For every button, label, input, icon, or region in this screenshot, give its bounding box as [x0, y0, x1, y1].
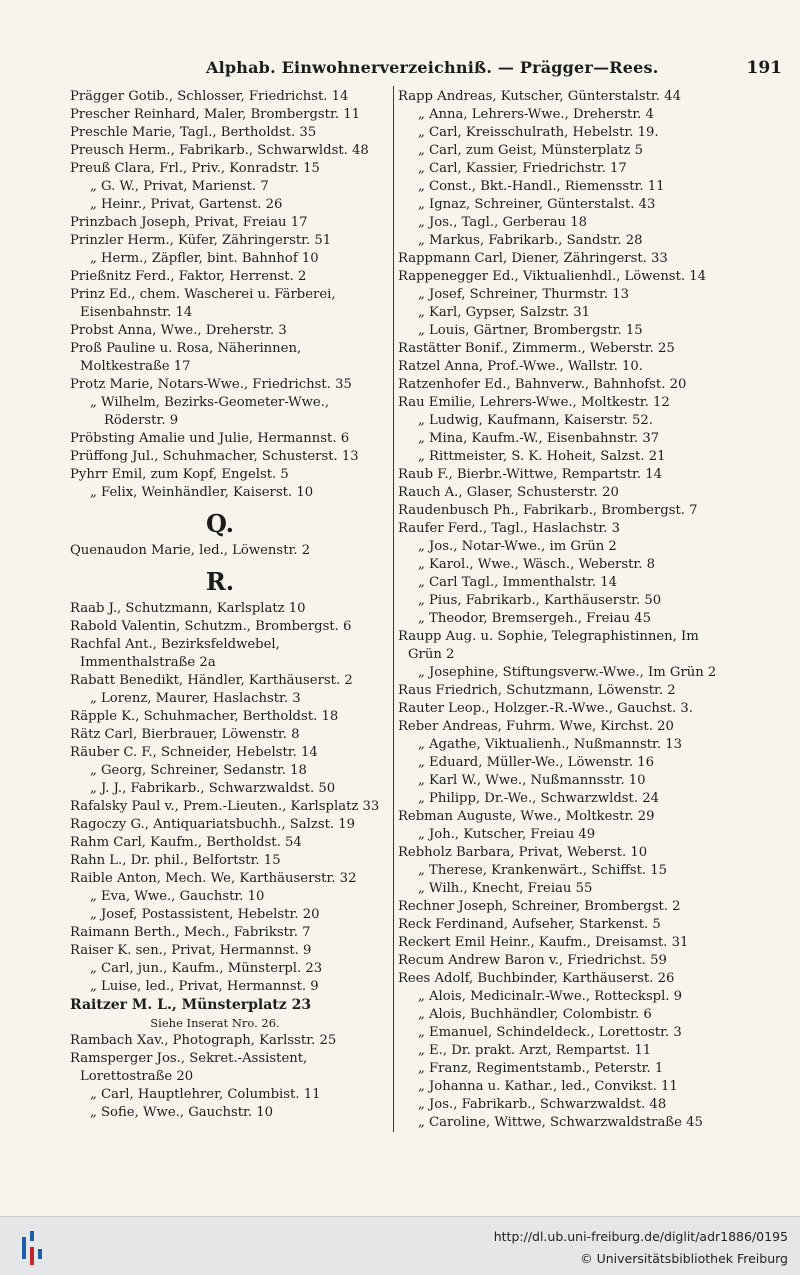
directory-subentry: „ Jos., Tagl., Gerberau 18: [418, 215, 587, 230]
directory-entry: Rappenegger Ed., Viktualienhdl., Löwenst. 14: [398, 269, 707, 284]
directory-entry: Raus Friedrich, Schutzmann, Löwenstr. 2: [398, 683, 676, 698]
directory-entry: Raufer Ferd., Tagl., Haslachstr. 3: [398, 521, 620, 536]
directory-subentry: „ Carl, zum Geist, Münsterplatz 5: [418, 143, 644, 158]
directory-entry: Probst Anna, Wwe., Dreherstr. 3: [70, 323, 287, 338]
directory-subentry: „ Mina, Kaufm.-W., Eisenbahnstr. 37: [418, 431, 660, 446]
directory-subentry: „ Alois, Buchhändler, Colombistr. 6: [418, 1007, 652, 1022]
directory-entry: Reckert Emil Heinr., Kaufm., Dreisamst. 31: [398, 935, 689, 950]
directory-entry: Rätz Carl, Bierbrauer, Löwenstr. 8: [70, 727, 300, 742]
directory-subentry: „ Wilh., Knecht, Freiau 55: [418, 881, 593, 896]
directory-subentry: „ J. J., Fabrikarb., Schwarzwaldst. 50: [90, 781, 336, 796]
directory-entry: Prinz Ed., chem. Wascherei u. Färberei, Eisenbahnstr. 14: [70, 287, 336, 320]
directory-entry: Rafalsky Paul v., Prem.-Lieuten., Karlsplatz 33: [70, 799, 380, 814]
directory-subentry: „ Sofie, Wwe., Gauchstr. 10: [90, 1105, 274, 1120]
directory-entry: Proß Pauline u. Rosa, Näherinnen, Moltkestraße 17: [70, 341, 302, 374]
directory-subentry: „ Josef, Schreiner, Thurmstr. 13: [418, 287, 630, 302]
source-url-link[interactable]: http://dl.ub.uni-freiburg.de/diglit/adr1886/0195: [493, 1229, 788, 1244]
directory-subentry: „ Const., Bkt.-Handl., Riemensstr. 11: [418, 179, 665, 194]
ub-freiburg-logo-icon: [12, 1227, 52, 1267]
directory-subentry: „ Carl, jun., Kaufm., Münsterpl. 23: [90, 961, 323, 976]
directory-entry: Rauch A., Glaser, Schusterstr. 20: [398, 485, 619, 500]
directory-subentry: „ Karl W., Wwe., Nußmannsstr. 10: [418, 773, 646, 788]
directory-subentry: „ Carl, Hauptlehrer, Columbist. 11: [90, 1087, 321, 1102]
directory-subentry: „ Carl, Kassier, Friedrichstr. 17: [418, 161, 627, 176]
directory-entry: Ratzel Anna, Prof.-Wwe., Wallstr. 10.: [398, 359, 643, 374]
directory-subentry: „ Eduard, Müller-We., Löwenstr. 16: [418, 755, 655, 770]
directory-entry: Rebholz Barbara, Privat, Weberst. 10: [398, 845, 648, 860]
directory-entry: Raiser K. sen., Privat, Hermannst. 9: [70, 943, 312, 958]
directory-subentry: „ Lorenz, Maurer, Haslachstr. 3: [90, 691, 301, 706]
directory-entry: Prägger Gotib., Schlosser, Friedrichst. 14: [70, 89, 349, 104]
directory-subentry: „ Markus, Fabrikarb., Sandstr. 28: [418, 233, 643, 248]
directory-entry: Prinzbach Joseph, Privat, Freiau 17: [70, 215, 308, 230]
directory-subentry: „ Karol., Wwe., Wäsch., Weberstr. 8: [418, 557, 656, 572]
directory-entry: Rabatt Benedikt, Händler, Karthäuserst. 2: [70, 673, 353, 688]
directory-entry: Protz Marie, Notars-Wwe., Friedrichst. 35: [70, 377, 352, 392]
section-heading: Q.: [205, 509, 235, 538]
directory-entry: Rau Emilie, Lehrers-Wwe., Moltkestr. 12: [398, 395, 670, 410]
directory-subentry: „ G. W., Privat, Marienst. 7: [90, 179, 269, 194]
directory-subentry: „ Joh., Kutscher, Freiau 49: [418, 827, 596, 842]
directory-entry: Pröbsting Amalie und Julie, Hermannst. 6: [70, 431, 350, 446]
directory-subentry: „ Josef, Postassistent, Hebelstr. 20: [90, 907, 320, 922]
directory-subentry: „ Georg, Schreiner, Sedanstr. 18: [90, 763, 307, 778]
directory-subentry: „ Herm., Zäpfler, bint. Bahnhof 10: [90, 251, 319, 266]
directory-entry: Rees Adolf, Buchbinder, Karthäuserst. 26: [398, 971, 675, 986]
page-header: [60, 56, 790, 82]
directory-entry: Rechner Joseph, Schreiner, Brombergst. 2: [398, 899, 681, 914]
directory-entry: Preuß Clara, Frl., Priv., Konradstr. 15: [70, 161, 320, 176]
directory-entry: Rapp Andreas, Kutscher, Günterstalstr. 44: [398, 89, 681, 104]
directory-subentry: „ Philipp, Dr.-We., Schwarzwldst. 24: [418, 791, 660, 806]
advertisement-reference: Siehe Inserat Nro. 26.: [150, 1016, 280, 1030]
directory-subentry: „ Pius, Fabrikarb., Karthäuserstr. 50: [418, 593, 662, 608]
directory-entry: Raible Anton, Mech. We, Karthäuserstr. 32: [70, 871, 357, 886]
directory-subentry: „ Jos., Fabrikarb., Schwarzwaldst. 48: [418, 1097, 667, 1112]
directory-subentry: „ Emanuel, Schindeldeck., Lorettostr. 3: [418, 1025, 682, 1040]
directory-subentry: „ Carl Tagl., Immenthalstr. 14: [418, 575, 618, 590]
directory-entry: Ratzenhofer Ed., Bahnverw., Bahnhofst. 20: [398, 377, 687, 392]
directory-subentry: „ Ignaz, Schreiner, Günterstalst. 43: [418, 197, 656, 212]
column-divider: [393, 86, 394, 1132]
right-column: [398, 88, 723, 1132]
directory-subentry: „ E., Dr. prakt. Arzt, Rempartst. 11: [418, 1043, 652, 1058]
directory-entry: Rahm Carl, Kaufm., Bertholdst. 54: [70, 835, 302, 850]
directory-entry: Rachfal Ant., Bezirksfeldwebel, Immenthalstraße 2a: [70, 637, 280, 670]
directory-entry: Ramsperger Jos., Sekret.-Assistent, Lorettostraße 20: [70, 1051, 308, 1084]
directory-subentry: „ Agathe, Viktualienh., Nußmannstr. 13: [418, 737, 683, 752]
directory-subentry: „ Eva, Wwe., Gauchstr. 10: [90, 889, 265, 904]
directory-entry: Quenaudon Marie, led., Löwenstr. 2: [70, 543, 311, 558]
directory-entry: Raimann Berth., Mech., Fabrikstr. 7: [70, 925, 311, 940]
directory-entry: Räuber C. F., Schneider, Hebelstr. 14: [70, 745, 318, 760]
viewer-footer: [0, 1216, 800, 1275]
directory-entry: Rahn L., Dr. phil., Belfortstr. 15: [70, 853, 281, 868]
directory-entry: Recum Andrew Baron v., Friedrichst. 59: [398, 953, 667, 968]
directory-subentry: „ Louis, Gärtner, Brombergstr. 15: [418, 323, 643, 338]
directory-subentry: „ Josephine, Stiftungsverw.-Wwe., Im Grün 2: [418, 665, 717, 680]
directory-subentry: „ Johanna u. Kathar., led., Convikst. 11: [418, 1079, 678, 1094]
directory-entry: Reck Ferdinand, Aufseher, Starkenst. 5: [398, 917, 661, 932]
directory-entry: Ragoczy G., Antiquariatsbuchh., Salzst. 19: [70, 817, 356, 832]
directory-subentry: „ Ludwig, Kaufmann, Kaiserstr. 52.: [418, 413, 653, 428]
directory-entry: Rambach Xav., Photograph, Karlsstr. 25: [70, 1033, 337, 1048]
directory-entry: Rabold Valentin, Schutzm., Brombergst. 6: [70, 619, 352, 634]
page-number: 191: [746, 58, 782, 78]
directory-entry: Raupp Aug. u. Sophie, Telegraphistinnen, Im Grün 2: [398, 629, 699, 662]
directory-entry: Prescher Reinhard, Maler, Brombergstr. 11: [70, 107, 360, 122]
directory-entry: Rastätter Bonif., Zimmerm., Weberstr. 25: [398, 341, 675, 356]
directory-subentry: „ Alois, Medicinalr.-Wwe., Rotteckspl. 9: [418, 989, 683, 1004]
directory-subentry: „ Theodor, Bremsergeh., Freiau 45: [418, 611, 651, 626]
directory-subentry: „ Rittmeister, S. K. Hoheit, Salzst. 21: [418, 449, 666, 464]
copyright-notice: © Universitätsbibliothek Freiburg: [580, 1251, 788, 1266]
directory-entry: Rauter Leop., Holzger.-R.-Wwe., Gauchst. 3.: [398, 701, 693, 716]
running-title: Alphab. Einwohnerverzeichniß. — Prägger—Rees.: [206, 58, 659, 77]
directory-subentry: „ Heinr., Privat, Gartenst. 26: [90, 197, 283, 212]
directory-subentry: „ Anna, Lehrers-Wwe., Dreherstr. 4: [418, 107, 654, 122]
directory-entry: Prießnitz Ferd., Faktor, Herrenst. 2: [70, 269, 307, 284]
directory-subentry: „ Jos., Notar-Wwe., im Grün 2: [418, 539, 617, 554]
directory-entry: Raitzer M. L., Münsterplatz 23: [70, 997, 312, 1013]
section-heading: R.: [205, 567, 235, 596]
directory-entry: Räpple K., Schuhmacher, Bertholdst. 18: [70, 709, 339, 724]
directory-entry: Raub F., Bierbr.-Wittwe, Rempartstr. 14: [398, 467, 662, 482]
directory-subentry: „ Felix, Weinhändler, Kaiserst. 10: [90, 485, 314, 500]
left-column: [70, 88, 390, 1122]
directory-entry: Reber Andreas, Fuhrm. Wwe, Kirchst. 20: [398, 719, 674, 734]
directory-entry: Prüffong Jul., Schuhmacher, Schusterst. 13: [70, 449, 359, 464]
directory-subentry: „ Franz, Regimentstamb., Peterstr. 1: [418, 1061, 664, 1076]
directory-subentry: „ Therese, Krankenwärt., Schiffst. 15: [418, 863, 668, 878]
directory-entry: Rappmann Carl, Diener, Zähringerst. 33: [398, 251, 668, 266]
directory-entry: Pyhrr Emil, zum Kopf, Engelst. 5: [70, 467, 289, 482]
directory-entry: Rebman Auguste, Wwe., Moltkestr. 29: [398, 809, 655, 824]
directory-subentry: „ Luise, led., Privat, Hermannst. 9: [90, 979, 319, 994]
directory-entry: Raab J., Schutzmann, Karlsplatz 10: [70, 601, 306, 616]
directory-entry: Preschle Marie, Tagl., Bertholdst. 35: [70, 125, 317, 140]
directory-entry: Preusch Herm., Fabrikarb., Schwarwldst. 48: [70, 143, 369, 158]
directory-entry: Prinzler Herm., Küfer, Zähringerstr. 51: [70, 233, 332, 248]
directory-subentry: „ Carl, Kreisschulrath, Hebelstr. 19.: [418, 125, 659, 140]
directory-subentry: „ Karl, Gypser, Salzstr. 31: [418, 305, 591, 320]
directory-subentry: „ Wilhelm, Bezirks-Geometer-Wwe., Röderstr. 9: [90, 395, 330, 428]
directory-subentry: „ Caroline, Wittwe, Schwarzwaldstraße 45: [418, 1115, 703, 1130]
directory-entry: Raudenbusch Ph., Fabrikarb., Brombergst. 7: [398, 503, 698, 518]
